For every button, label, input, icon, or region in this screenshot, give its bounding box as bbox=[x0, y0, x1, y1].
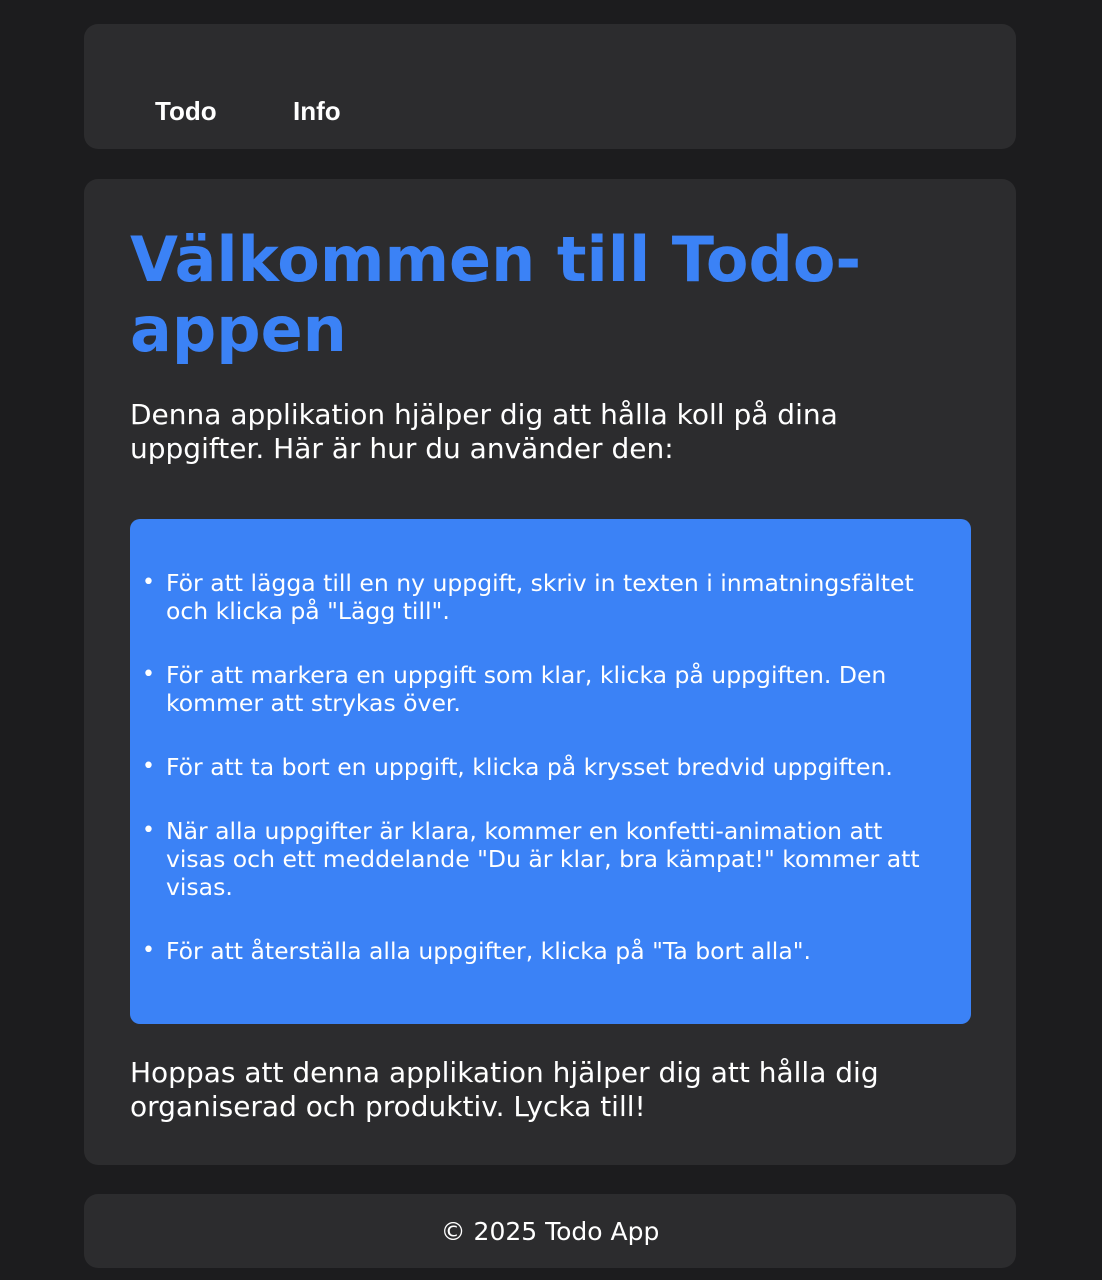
list-item bbox=[142, 753, 931, 781]
nav-link-todo[interactable]: Todo bbox=[155, 96, 217, 126]
bullet-icon: • bbox=[142, 754, 155, 779]
list-item bbox=[142, 817, 931, 901]
list-item bbox=[142, 569, 931, 625]
instruction-text: För att markera en uppgift som klar, klicka på uppgiften. Den kommer att strykas över. bbox=[166, 661, 887, 717]
list-item bbox=[142, 661, 931, 717]
list-item bbox=[142, 937, 931, 965]
bullet-icon: • bbox=[142, 938, 155, 963]
instruction-text: För att lägga till en ny uppgift, skriv in texten i inmatningsfältet och klicka på "Lägg till". bbox=[166, 569, 914, 625]
instruction-text: När alla uppgifter är klara, kommer en konfetti-animation att visas och ett meddelande "Du är klar, bra kämpat!" kommer att visas. bbox=[166, 817, 920, 901]
bullet-icon: • bbox=[142, 662, 155, 687]
info-card bbox=[84, 179, 1016, 1165]
intro-text: Denna applikation hjälper dig att hålla koll på dina uppgifter. Här är hur du använder den: bbox=[130, 398, 838, 465]
top-nav bbox=[84, 24, 1016, 149]
outro-text: Hoppas att denna applikation hjälper dig att hålla dig organiserad och produktiv. Lycka till! bbox=[130, 1056, 879, 1123]
instructions-box bbox=[130, 519, 971, 1024]
page-title: Välkommen till Todo-appen bbox=[130, 223, 862, 366]
instruction-text: För att återställa alla uppgifter, klicka på "Ta bort alla". bbox=[166, 937, 812, 965]
nav-link-info[interactable]: Info bbox=[293, 96, 341, 126]
footer bbox=[84, 1194, 1016, 1268]
bullet-icon: • bbox=[142, 818, 155, 843]
instruction-text: För att ta bort en uppgift, klicka på krysset bredvid uppgiften. bbox=[166, 753, 893, 781]
bullet-icon: • bbox=[142, 570, 155, 595]
footer-copyright: © 2025 Todo App bbox=[440, 1216, 660, 1246]
instructions-list bbox=[142, 569, 931, 965]
